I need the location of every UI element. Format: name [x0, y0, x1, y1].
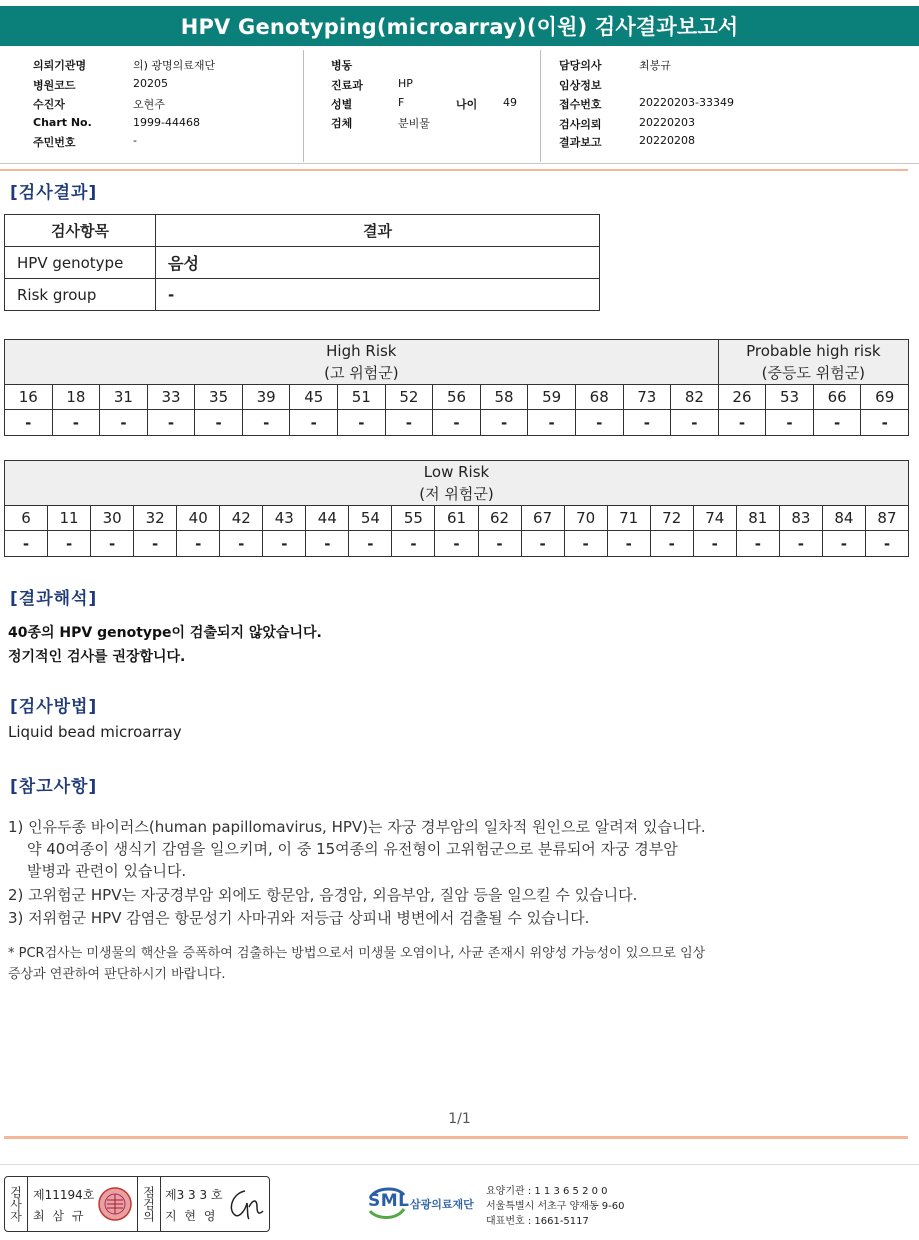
- hpv-result-cell: -: [290, 410, 338, 436]
- label-request-date: 검사의뢰: [559, 118, 602, 131]
- hpv-type-cell: 51: [338, 385, 386, 410]
- hpv-type-cell: 70: [564, 506, 607, 531]
- hpv-result-cell: -: [521, 531, 564, 557]
- examiner-seal-icon: [97, 1186, 133, 1222]
- note-1a: 1) 인유두종 바이러스(human papillomavirus, HPV)는 자궁 경부암의 일차적 원인으로 알려져 있습니다.: [8, 818, 706, 836]
- header-divider: [303, 50, 304, 162]
- value-doctor: 최봉규: [639, 59, 671, 72]
- high-risk-title: High Risk: [326, 342, 397, 360]
- hpv-result-cell: -: [861, 410, 909, 436]
- note-2: 2) 고위험군 HPV는 자궁경부암 외에도 항문암, 음경암, 외음부암, 질암 등을 일으킬 수 있습니다.: [8, 886, 638, 904]
- hpv-result-cell: -: [564, 531, 607, 557]
- value-hospital-code: 20205: [133, 77, 168, 90]
- label-hospital-code: 병원코드: [33, 79, 76, 92]
- hpv-type-cell: 66: [813, 385, 861, 410]
- hpv-type-cell: 84: [822, 506, 865, 531]
- probable-risk-subtitle: (중등도 위험군): [761, 364, 866, 382]
- label-receipt-no: 접수번호: [559, 98, 602, 111]
- note-1c: 발병과 관련이 있습니다.: [27, 862, 187, 880]
- label-doctor: 담당의사: [559, 59, 602, 72]
- value-age: 49: [503, 96, 517, 109]
- probable-risk-title: Probable high risk: [746, 342, 881, 360]
- hpv-type-cell: 6: [5, 506, 48, 531]
- hpv-type-cell: 67: [521, 506, 564, 531]
- hpv-result-cell: -: [134, 531, 177, 557]
- hpv-result-cell: -: [91, 531, 134, 557]
- result-item-genotype: HPV genotype: [5, 247, 156, 279]
- hpv-result-cell: -: [195, 410, 243, 436]
- hpv-type-cell: 35: [195, 385, 243, 410]
- hpv-result-cell: -: [478, 531, 521, 557]
- hpv-type-cell: 73: [623, 385, 671, 410]
- value-receipt-no: 20220203-33349: [639, 96, 734, 109]
- hpv-type-cell: 33: [147, 385, 195, 410]
- hpv-type-cell: 72: [650, 506, 693, 531]
- page-number: 1/1: [448, 1111, 471, 1127]
- result-col-item: 검사항목: [5, 215, 156, 247]
- probable-risk-header: [718, 340, 908, 385]
- hpv-result-cell: -: [177, 531, 220, 557]
- hpv-result-cell: -: [5, 531, 48, 557]
- institution-phone: 대표번호 : 1661-5117: [486, 1216, 589, 1227]
- note-3: 3) 저위험군 HPV 감염은 항문성기 사마귀와 저등급 상피내 병변에서 검출될 수 있습니다.: [8, 909, 590, 927]
- value-request-date: 20220203: [639, 116, 695, 129]
- hpv-result-cell: -: [385, 410, 433, 436]
- hpv-result-cell: -: [671, 410, 719, 436]
- low-risk-title: Low Risk: [423, 463, 490, 481]
- header-accent-rule: [0, 169, 908, 171]
- header-info: [0, 46, 919, 166]
- checker-license: 제3 3 3 호: [165, 1188, 223, 1202]
- hpv-result-cell: -: [650, 531, 693, 557]
- header-bottom-rule: [0, 163, 919, 164]
- result-item-risk-group: Risk group: [5, 279, 156, 311]
- hpv-result-cell: -: [392, 531, 435, 557]
- hpv-result-cell: -: [480, 410, 528, 436]
- hpv-type-cell: 59: [528, 385, 576, 410]
- institution-code: 요양기관 : 1 1 3 6 5 2 0 0: [486, 1186, 608, 1197]
- label-clinical-info: 임상정보: [559, 79, 602, 92]
- hpv-type-cell: 74: [693, 506, 736, 531]
- examiner-label: 검사자: [8, 1186, 23, 1222]
- hpv-result-cell: -: [779, 531, 822, 557]
- hpv-type-cell: 56: [433, 385, 481, 410]
- hpv-result-cell: -: [52, 410, 100, 436]
- footer-top-rule: [0, 1164, 919, 1165]
- value-resident-no: -: [133, 134, 137, 147]
- hpv-type-cell: 82: [671, 385, 719, 410]
- hpv-result-cell: -: [822, 531, 865, 557]
- footer-accent-rule: [4, 1136, 908, 1139]
- header-divider: [540, 50, 541, 162]
- hpv-type-cell: 61: [435, 506, 478, 531]
- hpv-type-cell: 81: [736, 506, 779, 531]
- hpv-result-cell: -: [242, 410, 290, 436]
- label-age: 나이: [456, 98, 478, 111]
- note-1b: 약 40여종이 생식기 감염을 일으키며, 이 중 15여종의 유전형이 고위험군으로 분류되어 자궁 경부암: [27, 840, 678, 858]
- low-risk-subtitle: (저 위험군): [419, 485, 494, 503]
- hpv-type-cell: 40: [177, 506, 220, 531]
- hpv-result-cell: -: [736, 531, 779, 557]
- hpv-result-cell: -: [338, 410, 386, 436]
- high-risk-table: [4, 339, 909, 436]
- label-report-date: 결과보고: [559, 136, 602, 149]
- value-chart-no: 1999-44468: [133, 116, 200, 129]
- high-risk-subtitle: (고 위험군): [324, 364, 399, 382]
- examiner-name: 최 삼 규: [33, 1209, 86, 1223]
- hpv-result-cell: -: [607, 531, 650, 557]
- hpv-result-cell: -: [147, 410, 195, 436]
- method-text: Liquid bead microarray: [8, 723, 182, 741]
- hpv-result-cell: -: [306, 531, 349, 557]
- value-department: HP: [398, 77, 413, 90]
- hpv-type-cell: 71: [607, 506, 650, 531]
- table-row: [5, 279, 600, 311]
- hpv-type-cell: 43: [263, 506, 306, 531]
- hpv-result-cell: -: [718, 410, 766, 436]
- hpv-result-cell: -: [575, 410, 623, 436]
- hpv-result-cell: -: [48, 531, 91, 557]
- value-specimen: 분비물: [398, 117, 430, 130]
- value-requesting-institution: 의) 광명의료재단: [133, 59, 216, 72]
- hpv-type-cell: 45: [290, 385, 338, 410]
- hpv-type-cell: 69: [861, 385, 909, 410]
- label-ward: 병동: [331, 59, 353, 72]
- sml-logo-name: 삼광의료재단: [410, 1198, 474, 1211]
- hpv-result-cell: -: [5, 410, 53, 436]
- section-title-result: [검사결과]: [10, 183, 98, 203]
- label-patient: 수진자: [33, 98, 65, 111]
- hpv-result-cell: -: [766, 410, 814, 436]
- hpv-type-cell: 54: [349, 506, 392, 531]
- table-row: [5, 247, 600, 279]
- label-resident-no: 주민번호: [33, 136, 76, 149]
- low-risk-table: [4, 460, 909, 557]
- hpv-type-cell: 53: [766, 385, 814, 410]
- hpv-type-cell: 68: [575, 385, 623, 410]
- checker-label-cell: [137, 1177, 161, 1231]
- label-department: 진료과: [331, 79, 363, 92]
- result-col-result: 결과: [156, 215, 600, 247]
- hpv-result-cell: -: [263, 531, 306, 557]
- label-requesting-institution: 의뢰기관명: [33, 59, 87, 72]
- hpv-result-cell: -: [623, 410, 671, 436]
- examiner-label-cell: [5, 1177, 28, 1231]
- hpv-result-cell: -: [865, 531, 908, 557]
- result-value-risk-group: -: [156, 279, 600, 311]
- report-title: HPV Genotyping(microarray)(이원) 검사결과보고서: [0, 6, 919, 46]
- result-value-genotype: 음성: [156, 247, 600, 279]
- value-sex: F: [398, 96, 405, 109]
- label-chart-no: Chart No.: [33, 116, 92, 129]
- hpv-result-cell: -: [813, 410, 861, 436]
- examiner-license: 제11194호: [33, 1188, 95, 1202]
- hpv-result-cell: -: [220, 531, 263, 557]
- checker-signature-icon: [223, 1185, 265, 1223]
- hpv-type-cell: 26: [718, 385, 766, 410]
- value-report-date: 20220208: [639, 134, 695, 147]
- institution-info: [486, 1184, 625, 1229]
- hpv-result-cell: -: [349, 531, 392, 557]
- high-risk-header: [5, 340, 719, 385]
- sml-logo-text: SML: [368, 1191, 410, 1211]
- hpv-type-cell: 39: [242, 385, 290, 410]
- hpv-result-cell: -: [528, 410, 576, 436]
- hpv-result-cell: -: [100, 410, 148, 436]
- hpv-type-cell: 87: [865, 506, 908, 531]
- label-specimen: 검체: [331, 117, 353, 130]
- section-title-notes: [참고사항]: [10, 777, 98, 797]
- hpv-type-cell: 83: [779, 506, 822, 531]
- low-risk-header: [5, 461, 909, 506]
- hpv-type-cell: 55: [392, 506, 435, 531]
- hpv-type-cell: 44: [306, 506, 349, 531]
- hpv-type-cell: 16: [5, 385, 53, 410]
- section-title-interpretation: [결과해석]: [10, 589, 98, 609]
- hpv-result-cell: -: [433, 410, 481, 436]
- hpv-type-cell: 62: [478, 506, 521, 531]
- hpv-result-cell: -: [693, 531, 736, 557]
- hpv-type-cell: 42: [220, 506, 263, 531]
- signature-box: [4, 1176, 270, 1232]
- institution-address: 서울특별시 서초구 양재동 9-60: [486, 1201, 625, 1212]
- hpv-type-cell: 30: [91, 506, 134, 531]
- hpv-type-cell: 32: [134, 506, 177, 531]
- checker-name: 지 현 영: [165, 1209, 218, 1223]
- result-table: [4, 214, 600, 311]
- hpv-type-cell: 11: [48, 506, 91, 531]
- value-patient: 오현주: [133, 98, 165, 111]
- pcr-note-2: 증상과 연관하여 판단하시기 바랍니다.: [8, 967, 226, 982]
- label-sex: 성별: [331, 98, 353, 111]
- hpv-result-cell: -: [435, 531, 478, 557]
- hpv-type-cell: 58: [480, 385, 528, 410]
- interpretation-line-2: 정기적인 검사를 권장합니다.: [8, 649, 186, 665]
- interpretation-line-1: 40종의 HPV genotype이 검출되지 않았습니다.: [8, 625, 322, 641]
- hpv-type-cell: 18: [52, 385, 100, 410]
- checker-label: 점검의: [141, 1186, 156, 1222]
- hpv-type-cell: 52: [385, 385, 433, 410]
- section-title-method: [검사방법]: [10, 697, 98, 717]
- hpv-type-cell: 31: [100, 385, 148, 410]
- pcr-note-1: * PCR검사는 미생물의 핵산을 증폭하여 검출하는 방법으로서 미생물 오염이나, 사균 존재시 위양성 가능성이 있으므로 임상: [8, 946, 706, 961]
